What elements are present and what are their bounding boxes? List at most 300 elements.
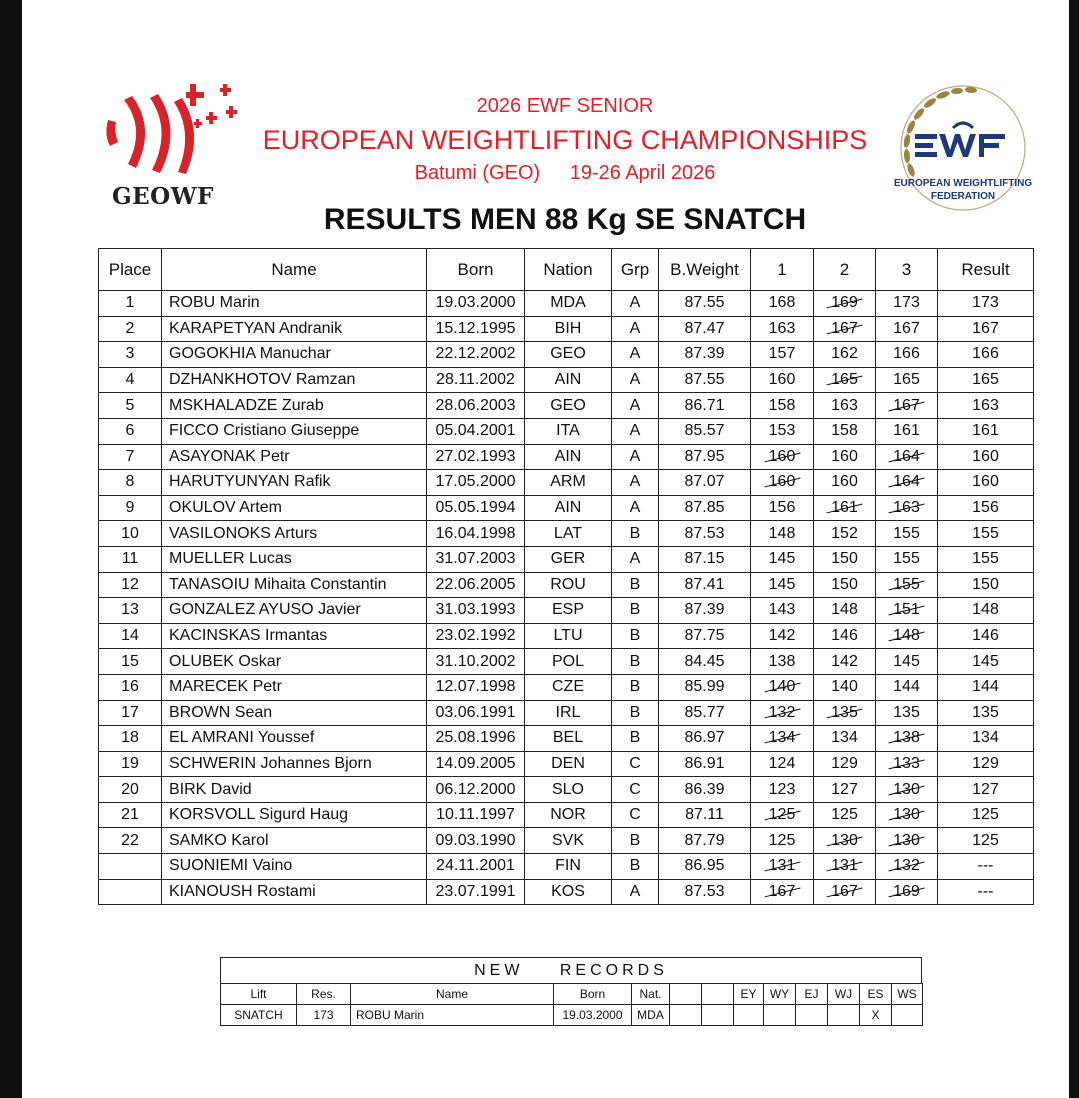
failed-attempt: 151 — [893, 598, 920, 622]
attempt-3-cell — [876, 854, 938, 880]
records-column-wj: WJ — [828, 984, 860, 1005]
column-header-group: Grp — [612, 249, 659, 291]
attempt-1-cell-value: 148 — [768, 524, 796, 542]
born-cell — [427, 854, 525, 880]
born-cell — [427, 674, 525, 700]
result-cell-value: 156 — [972, 499, 999, 517]
attempt-2-cell — [814, 751, 876, 777]
result-cell-value: 155 — [972, 550, 999, 568]
failed-attempt: 140 — [769, 675, 796, 699]
nation-cell-value: KOS — [551, 882, 585, 900]
new-records-title — [220, 957, 922, 983]
failed-attempt: 131 — [769, 854, 796, 878]
name-cell-value: ROBU Marin — [169, 294, 260, 312]
group-cell-value: B — [629, 703, 641, 721]
name-cell-value: MARECEK Petr — [169, 678, 282, 696]
failed-attempt: 167 — [831, 317, 858, 341]
attempt-2-cell-value: 134 — [831, 729, 858, 747]
place-cell — [99, 777, 162, 803]
records-column-nation: Nat. — [632, 984, 670, 1005]
column-header-born: Born — [427, 249, 525, 291]
nation-cell — [525, 674, 612, 700]
name-cell-value: SCHWERIN Johannes Bjorn — [169, 754, 372, 772]
place-cell — [99, 802, 162, 828]
result-cell — [938, 546, 1034, 572]
attempt-3-cell — [876, 598, 938, 624]
bodyweight-cell-value: 87.53 — [684, 882, 725, 900]
right-frame-edge — [1069, 0, 1079, 1098]
attempt-1-cell-value: 125 — [768, 831, 796, 849]
group-cell — [612, 777, 659, 803]
nation-cell — [525, 342, 612, 368]
attempt-2-cell-value: 150 — [831, 575, 858, 593]
attempt-2-cell — [814, 777, 876, 803]
group-cell — [612, 342, 659, 368]
failed-attempt: 163 — [893, 496, 920, 520]
born-cell-value: 28.11.2002 — [436, 371, 515, 389]
bodyweight-cell-value: 87.85 — [684, 499, 725, 517]
born-cell — [427, 291, 525, 317]
result-cell-value: 134 — [972, 729, 999, 747]
records-body — [221, 1005, 923, 1026]
table-row — [99, 674, 1034, 700]
attempt-1-cell — [751, 546, 814, 572]
attempt-3-cell — [876, 649, 938, 675]
attempt-1-cell — [751, 572, 814, 598]
result-cell-value: 150 — [972, 575, 999, 593]
place-cell-value: 2 — [125, 319, 135, 337]
born-cell-value: 31.07.2003 — [435, 550, 516, 568]
attempt-1-cell — [751, 367, 814, 393]
bodyweight-cell — [659, 674, 751, 700]
attempt-2-cell-value: 142 — [831, 652, 858, 670]
group-cell — [612, 854, 659, 880]
group-cell-value: A — [629, 396, 641, 414]
attempt-2-cell-value: 125 — [831, 806, 858, 824]
result-cell-value: 135 — [972, 703, 999, 721]
attempt-2-cell — [814, 598, 876, 624]
name-cell — [162, 444, 427, 470]
bodyweight-cell — [659, 828, 751, 854]
bodyweight-cell-value: 87.07 — [684, 473, 725, 491]
group-cell-value: C — [629, 754, 641, 772]
failed-attempt: 132 — [893, 854, 920, 878]
born-cell-value: 31.10.2002 — [435, 652, 516, 670]
bodyweight-cell-value: 87.11 — [685, 806, 724, 824]
attempt-2-cell — [814, 879, 876, 905]
bodyweight-cell-value: 87.53 — [684, 524, 725, 542]
name-cell-value: MUELLER Lucas — [169, 550, 292, 568]
table-row — [99, 726, 1034, 752]
table-row — [99, 470, 1034, 496]
attempt-1-cell-value: 124 — [768, 754, 796, 772]
group-cell — [612, 726, 659, 752]
result-cell-value: 146 — [972, 627, 999, 645]
bodyweight-cell-value: 87.41 — [684, 575, 725, 593]
attempt-2-cell — [814, 291, 876, 317]
result-cell — [938, 316, 1034, 342]
group-cell — [612, 495, 659, 521]
failed-attempt: 138 — [893, 726, 920, 750]
bodyweight-cell — [659, 726, 751, 752]
attempt-1-cell-value: 123 — [768, 780, 796, 798]
place-cell — [99, 623, 162, 649]
name-cell-value: KORSVOLL Sigurd Haug — [169, 806, 349, 824]
column-header-attempt-1: 1 — [751, 249, 814, 291]
bodyweight-cell — [659, 777, 751, 803]
nation-cell-value: LAT — [553, 524, 583, 542]
bodyweight-cell-value: 87.47 — [684, 319, 725, 337]
place-cell — [99, 470, 162, 496]
nation-cell — [525, 802, 612, 828]
place-cell — [99, 751, 162, 777]
attempt-3-cell-value: 145 — [893, 652, 920, 670]
attempt-2-cell — [814, 854, 876, 880]
born-cell — [427, 393, 525, 419]
name-cell-value: DZHANKHOTOV Ramzan — [169, 371, 356, 389]
result-cell-value: 160 — [972, 447, 999, 465]
bodyweight-cell-value: 86.97 — [684, 729, 725, 747]
failed-attempt: 155 — [893, 573, 920, 597]
table-row — [99, 495, 1034, 521]
attempt-3-cell — [876, 291, 938, 317]
attempt-2-cell-value: 146 — [831, 627, 858, 645]
records-cell-es: X — [860, 1005, 892, 1026]
attempt-2-cell — [814, 726, 876, 752]
place-cell — [99, 521, 162, 547]
name-cell-value: SAMKO Karol — [169, 831, 269, 849]
column-header-nation: Nation — [525, 249, 612, 291]
table-row — [99, 649, 1034, 675]
result-cell — [938, 751, 1034, 777]
result-cell — [938, 367, 1034, 393]
group-cell-value: B — [629, 729, 641, 747]
results-body — [99, 291, 1034, 905]
group-cell — [612, 623, 659, 649]
ewf-federation-logo — [893, 78, 1033, 218]
nation-cell — [525, 828, 612, 854]
attempt-2-cell — [814, 623, 876, 649]
nation-cell-value: GER — [550, 550, 586, 568]
ewf-logo-line1: EUROPEAN WEIGHTLIFTING — [893, 178, 1033, 189]
nation-cell — [525, 726, 612, 752]
place-cell-value: 18 — [121, 729, 139, 747]
result-cell-value: 144 — [972, 678, 999, 696]
name-cell-value: OKULOV Artem — [169, 499, 282, 517]
born-cell-value: 05.05.1994 — [435, 499, 516, 517]
born-cell — [427, 444, 525, 470]
attempt-3-cell-value: 155 — [893, 550, 920, 568]
born-cell-value: 10.11.1997 — [436, 806, 515, 824]
result-cell-value: 161 — [972, 422, 999, 440]
group-cell — [612, 802, 659, 828]
bodyweight-cell-value: 85.57 — [684, 422, 725, 440]
attempt-3-cell-value: 167 — [893, 319, 920, 337]
name-cell — [162, 623, 427, 649]
name-cell-value: ASAYONAK Petr — [169, 447, 290, 465]
attempt-1-cell — [751, 802, 814, 828]
table-row — [99, 572, 1034, 598]
place-cell — [99, 291, 162, 317]
place-cell — [99, 495, 162, 521]
records-header-row — [221, 984, 923, 1005]
result-cell-value: 125 — [972, 806, 999, 824]
table-row — [99, 802, 1034, 828]
table-row — [99, 700, 1034, 726]
attempt-1-cell — [751, 342, 814, 368]
result-cell — [938, 444, 1034, 470]
failed-attempt: 130 — [893, 778, 920, 802]
place-cell-value: 20 — [121, 780, 139, 798]
attempt-3-cell — [876, 700, 938, 726]
records-column-ws: WS — [892, 984, 923, 1005]
left-frame-edge — [0, 0, 22, 1098]
born-cell-value: 15.12.1995 — [435, 319, 516, 337]
result-cell-value: 127 — [972, 780, 999, 798]
born-cell-value: 05.04.2001 — [435, 422, 516, 440]
born-cell-value: 25.08.1996 — [435, 729, 516, 747]
attempt-2-cell-value: 163 — [831, 396, 858, 414]
bodyweight-cell-value: 87.79 — [684, 831, 725, 849]
bodyweight-cell — [659, 854, 751, 880]
attempt-2-cell — [814, 495, 876, 521]
attempt-1-cell-value: 157 — [768, 345, 796, 363]
group-cell — [612, 879, 659, 905]
name-cell — [162, 367, 427, 393]
result-cell-value: 148 — [972, 601, 999, 619]
attempt-3-cell-value: 135 — [893, 703, 920, 721]
failed-attempt: 130 — [831, 829, 858, 853]
records-cell-ey — [734, 1005, 764, 1026]
name-cell — [162, 291, 427, 317]
group-cell-value: A — [629, 422, 641, 440]
bodyweight-cell — [659, 521, 751, 547]
result-cell-value: 125 — [972, 831, 999, 849]
place-cell-value: 5 — [125, 396, 135, 414]
attempt-3-cell — [876, 674, 938, 700]
attempt-1-cell-value: 163 — [768, 319, 796, 337]
failed-attempt: 167 — [769, 880, 796, 904]
attempt-1-cell — [751, 291, 814, 317]
result-cell — [938, 726, 1034, 752]
name-cell — [162, 418, 427, 444]
result-cell-value: 155 — [972, 524, 999, 542]
born-cell — [427, 572, 525, 598]
column-header-name: Name — [162, 249, 427, 291]
attempt-1-cell — [751, 623, 814, 649]
nation-cell-value: AIN — [554, 371, 582, 389]
failed-attempt: 161 — [831, 496, 858, 520]
attempt-2-cell — [814, 444, 876, 470]
table-row — [99, 393, 1034, 419]
group-cell-value: B — [629, 831, 641, 849]
name-cell — [162, 316, 427, 342]
attempt-1-cell-value: 156 — [768, 499, 796, 517]
name-cell — [162, 546, 427, 572]
bodyweight-cell — [659, 342, 751, 368]
attempt-2-cell — [814, 418, 876, 444]
born-cell — [427, 495, 525, 521]
group-cell-value: A — [629, 319, 641, 337]
born-cell-value: 09.03.1990 — [435, 831, 516, 849]
event-dates: 19-26 April 2026 — [569, 162, 716, 184]
born-cell-value: 17.05.2000 — [435, 473, 516, 491]
attempt-3-cell — [876, 623, 938, 649]
attempt-3-cell — [876, 418, 938, 444]
name-cell — [162, 777, 427, 803]
born-cell-value: 28.06.2003 — [435, 396, 516, 414]
column-header-attempt-2: 2 — [814, 249, 876, 291]
born-cell-value: 22.12.2002 — [435, 345, 516, 363]
bodyweight-cell-value: 86.71 — [684, 396, 725, 414]
records-title-word1: NEW — [474, 962, 524, 979]
name-cell — [162, 802, 427, 828]
nation-cell — [525, 598, 612, 624]
bodyweight-cell-value: 87.95 — [684, 447, 725, 465]
bodyweight-cell — [659, 316, 751, 342]
attempt-2-cell-value: 152 — [831, 524, 858, 542]
attempt-3-cell — [876, 572, 938, 598]
table-row — [99, 777, 1034, 803]
name-cell-value: VASILONOKS Arturs — [169, 524, 318, 542]
born-cell — [427, 367, 525, 393]
event-title: EUROPEAN WEIGHTLIFTING CHAMPIONSHIPS — [262, 125, 868, 155]
place-cell — [99, 879, 162, 905]
name-cell-value: GOGOKHIA Manuchar — [169, 345, 331, 363]
bodyweight-cell-value: 87.75 — [684, 627, 725, 645]
records-column-name: Name — [351, 984, 554, 1005]
attempt-1-cell — [751, 444, 814, 470]
bodyweight-cell — [659, 700, 751, 726]
attempt-1-cell-value: 145 — [768, 550, 796, 568]
records-column-es: ES — [860, 984, 892, 1005]
nation-cell — [525, 470, 612, 496]
attempt-2-cell — [814, 521, 876, 547]
place-cell — [99, 393, 162, 419]
attempt-1-cell — [751, 854, 814, 880]
bodyweight-cell-value: 85.99 — [684, 678, 725, 696]
born-cell-value: 27.02.1993 — [435, 447, 516, 465]
result-cell — [938, 777, 1034, 803]
born-cell — [427, 316, 525, 342]
born-cell — [427, 802, 525, 828]
group-cell-value: A — [629, 447, 641, 465]
place-cell — [99, 444, 162, 470]
attempt-1-cell — [751, 470, 814, 496]
attempt-3-cell — [876, 777, 938, 803]
table-row — [99, 546, 1034, 572]
attempt-1-cell — [751, 649, 814, 675]
nation-cell-value: LTU — [553, 627, 583, 645]
column-header-result: Result — [938, 249, 1034, 291]
bodyweight-cell — [659, 598, 751, 624]
records-column-born: Born — [554, 984, 632, 1005]
ewf-logo-wordmark: EWF — [1011, 130, 1014, 131]
attempt-1-cell-value: 145 — [768, 575, 796, 593]
result-cell — [938, 521, 1034, 547]
attempt-3-cell — [876, 316, 938, 342]
attempt-1-cell — [751, 700, 814, 726]
failed-attempt: 165 — [831, 368, 858, 392]
name-cell — [162, 521, 427, 547]
place-cell-value: 3 — [125, 345, 135, 363]
group-cell — [612, 572, 659, 598]
place-cell-value: 19 — [121, 754, 139, 772]
attempt-3-cell — [876, 470, 938, 496]
records-cell-result: 173 — [297, 1005, 351, 1026]
records-cell-nation: MDA — [632, 1005, 670, 1026]
records-cell-wy — [764, 1005, 796, 1026]
result-cell — [938, 470, 1034, 496]
attempt-2-cell-value: 127 — [831, 780, 858, 798]
result-cell — [938, 623, 1034, 649]
nation-cell — [525, 777, 612, 803]
bodyweight-cell-value: 86.95 — [684, 857, 725, 875]
result-cell-value: 163 — [972, 396, 999, 414]
result-cell-value: 173 — [972, 294, 999, 312]
born-cell — [427, 546, 525, 572]
event-subtitle: 2026 EWF SENIOR — [476, 95, 654, 117]
born-cell — [427, 726, 525, 752]
bodyweight-cell — [659, 291, 751, 317]
attempt-2-cell-value: 162 — [831, 345, 858, 363]
result-cell-value: 167 — [972, 319, 999, 337]
attempt-3-cell — [876, 879, 938, 905]
nation-cell-value: CZE — [552, 678, 584, 696]
records-table — [220, 983, 923, 1026]
place-cell — [99, 700, 162, 726]
group-cell-value: A — [629, 294, 641, 312]
place-cell — [99, 828, 162, 854]
records-column-blank-1 — [670, 984, 702, 1005]
nation-cell — [525, 751, 612, 777]
attempt-2-cell-value: 150 — [831, 550, 858, 568]
group-cell — [612, 674, 659, 700]
nation-cell — [525, 316, 612, 342]
event-venue: Batumi (GEO) — [414, 162, 541, 184]
group-cell — [612, 546, 659, 572]
born-cell — [427, 879, 525, 905]
nation-cell — [525, 444, 612, 470]
nation-cell-value: FIN — [555, 857, 581, 875]
place-cell — [99, 649, 162, 675]
place-cell-value: 15 — [121, 652, 139, 670]
name-cell-value: KIANOUSH Rostami — [169, 882, 316, 900]
result-cell — [938, 854, 1034, 880]
group-cell-value: A — [629, 345, 641, 363]
nation-cell-value: GEO — [550, 396, 586, 414]
attempt-2-cell — [814, 802, 876, 828]
table-row — [99, 879, 1034, 905]
attempt-1-cell — [751, 393, 814, 419]
attempt-3-cell — [876, 342, 938, 368]
attempt-1-cell — [751, 316, 814, 342]
attempt-3-cell — [876, 444, 938, 470]
attempt-1-cell — [751, 598, 814, 624]
table-row — [99, 342, 1034, 368]
new-records-panel — [220, 957, 922, 1026]
born-cell-value: 24.11.2001 — [436, 857, 515, 875]
nation-cell-value: SLO — [551, 780, 584, 798]
table-row — [99, 521, 1034, 547]
group-cell — [612, 444, 659, 470]
name-cell-value: EL AMRANI Youssef — [169, 729, 315, 747]
group-cell-value: B — [629, 857, 641, 875]
group-cell — [612, 751, 659, 777]
failed-attempt: 164 — [893, 470, 920, 494]
group-cell-value: B — [629, 678, 641, 696]
group-cell — [612, 291, 659, 317]
